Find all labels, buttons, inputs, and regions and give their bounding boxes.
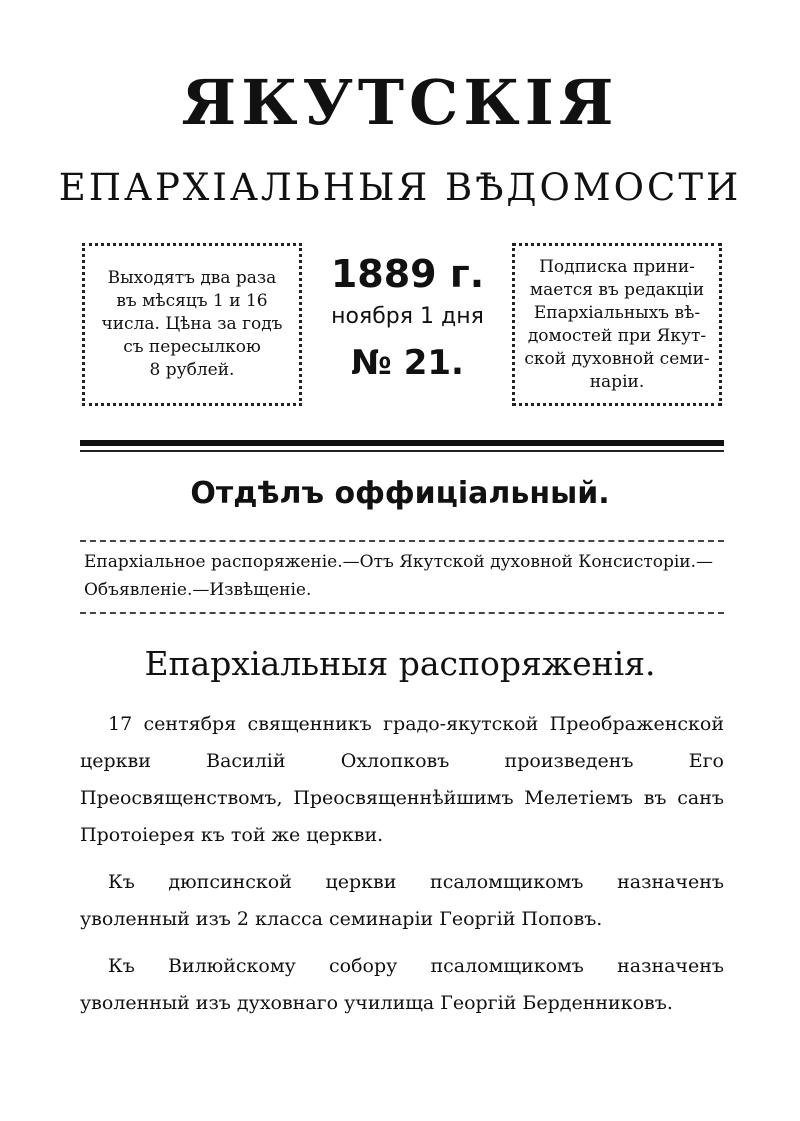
paragraph: 17 сентября священникъ градо-якутской Преображенской церкви Василій Охлопковъ произведенъ Его Преосвященствомъ, Преосвященнѣйшимъ Мелетіемъ въ санъ Протоіерея къ той же церкви.: [80, 713, 724, 846]
masthead-subtitle: ЕПАРХІАЛЬНЫЯ ВѢДОМОСТИ: [58, 166, 742, 209]
article-heading: Епархіальныя распоряженія.: [144, 644, 656, 683]
info-line: мается въ редакціи: [529, 279, 705, 300]
info-line: Епархіальныхъ вѣ-: [533, 302, 701, 323]
info-line: Выходятъ два раза: [107, 268, 277, 288]
masthead-title: ЯКУТСКІЯ: [181, 66, 619, 139]
info-line: съ пересылкою: [123, 337, 261, 357]
info-line: Подписка прини-: [539, 256, 695, 277]
issue-info: [305, 248, 510, 392]
info-line: въ мѣсяцъ 1 и 16: [116, 291, 268, 311]
table-of-contents: Епархіальное распоряженіе.—Отъ Якутской духовной Консисторіи.—Объявленіе.—Извѣщеніе.: [84, 552, 714, 600]
issue-date: ноября 1 дня: [331, 304, 484, 329]
subscription-info-box: [82, 243, 302, 406]
info-line: 8 рублей.: [149, 360, 235, 380]
issue-year: 1889 г.: [330, 252, 485, 296]
article-body: [80, 706, 724, 1032]
info-line: наріи.: [589, 371, 645, 392]
editorial-info-box: [512, 243, 722, 406]
info-line: ской духовной семи-: [524, 348, 710, 369]
divider-dashed: [80, 540, 724, 542]
info-line: домостей при Якут-: [527, 325, 707, 346]
paragraph: Къ дюпсинской церкви псаломщикомъ назначенъ уволенный изъ 2 класса семинаріи Георгій Поповъ.: [80, 871, 724, 930]
section-title: Отдѣлъ оффиціальный.: [190, 476, 610, 511]
info-line: числа. Цѣна за годъ: [101, 314, 283, 334]
paragraph: Къ Вилюйскому собору псаломщикомъ назначенъ уволенный изъ духовнаго училища Георгій Берденниковъ.: [80, 955, 724, 1014]
divider-thick: [80, 440, 724, 446]
divider-thin: [80, 450, 724, 452]
divider-dashed: [80, 612, 724, 614]
issue-number: № 21.: [351, 343, 464, 383]
